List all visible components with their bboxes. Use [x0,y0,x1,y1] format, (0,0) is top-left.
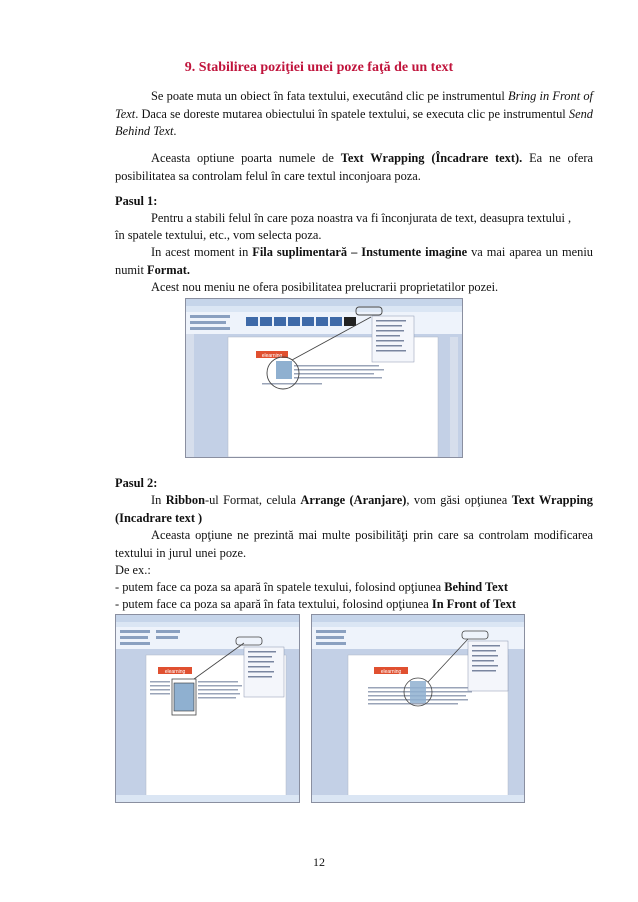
step2-heading: Pasul 2: [115,476,158,490]
ribbon-term: Ribbon [165,493,205,507]
elearning-logo-text: elearning [261,353,283,359]
send-behind-label: Send Behind Text [115,106,593,138]
intro-text: . [173,124,177,138]
word-screenshot-1 [185,298,463,458]
text-wrapping-option-term: Text Wrapping (Incadrare text ) [115,493,593,525]
behind-text-term: Behind Text [444,580,508,594]
word-window-illustration [186,299,462,457]
intro-paragraph-1 [115,88,593,141]
bring-front-label: Bring in Front of Text [115,89,594,121]
intro-text: Aceasta optiune poarta numele de [151,151,341,165]
step1-line1: Pentru a stabili felul în care poza noastra va fi înconjurata de text, deasupra textului , [151,211,572,225]
intro-text: . Daca se doreste mutarea obiectului în spatele textului, se executa clic pe instrumentul [135,106,569,121]
format-term: Format. [147,262,191,277]
intro-paragraph-2 [115,150,593,185]
step2-text: , vom găsi opţiunea [406,493,512,507]
page-number: 12 [313,855,325,869]
elearning-logo-text: elearning [164,669,186,675]
word-screenshot-3 [311,614,525,803]
step1-line4: Acest nou meniu ne ofera posibilitatea prelucrarii proprietatilor pozei. [151,280,499,294]
step2-line3: De ex.: [115,563,151,577]
arrange-term: Arrange (Aranjare) [300,493,407,507]
step2-line2: Aceasta opţiune ne prezintă mai multe posibilităţi prin care sa controlam modificarea textului in jurul unei poze. [115,528,593,560]
step2-text: In [151,493,166,507]
word-window-illustration [312,615,524,802]
step1-line2: în spatele textului, etc., vom selecta poza. [115,228,322,242]
in-front-text-term: In Front of Text [431,597,516,611]
step2-text: - putem face ca poza sa apară în fata textului, folosind opţiunea [115,597,432,611]
step2-line1 [115,492,593,527]
step2-text: -ul Format, celula [204,493,301,507]
intro-text: Ea ne ofera posibilitatea sa controlam felul în care textul inconjoara poza. [115,151,593,183]
intro-text: Se poate muta un obiect în fata textului, executând clic pe instrumentul [151,89,509,103]
step2-line4 [115,579,593,597]
step1-text: In acest moment in [151,245,253,259]
section-title: 9. Stabilirea poziţiei unei poze faţă de un text [184,60,454,75]
step1-text: va mai aparea un meniu numit [115,245,593,277]
elearning-logo-text: elearning [380,669,402,675]
step2-text: - putem face ca poza sa apară în spatele texului, folosind opţiunea [115,580,445,594]
word-window-illustration [116,615,299,802]
step1-line3 [115,244,593,279]
step1-heading: Pasul 1: [115,194,158,208]
step2-line5 [115,596,593,614]
word-screenshot-2 [115,614,300,803]
extra-tab-term: Fila suplimentară – Instumente imagine [252,245,468,259]
text-wrapping-term: Text Wrapping (Încadrare text). [340,151,523,165]
